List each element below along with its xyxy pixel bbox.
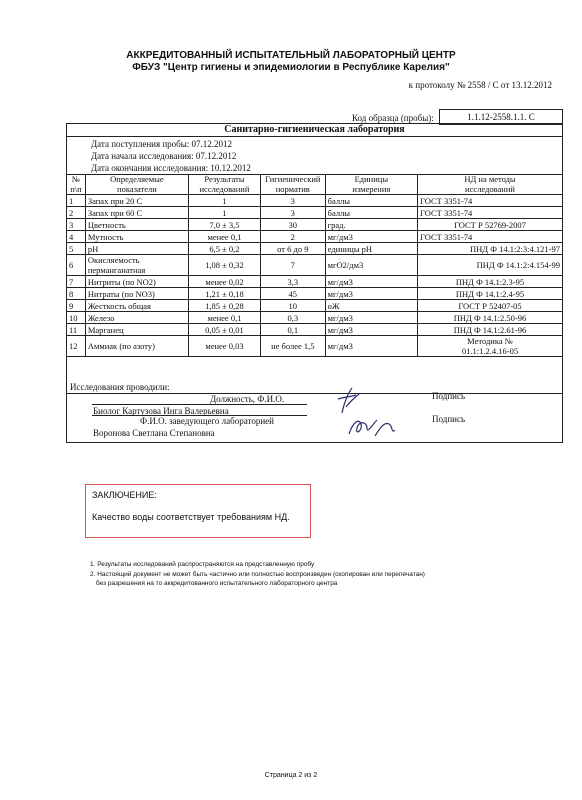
row-num: 3 xyxy=(67,219,86,231)
row-param: pH xyxy=(85,243,188,255)
row-num: 1 xyxy=(67,195,86,207)
head-signature-label: Подпись xyxy=(432,414,466,424)
row-result: менее 0,03 xyxy=(188,336,260,357)
row-method: ГОСТ 3351-74 xyxy=(418,195,563,207)
header-norm: Гигиенический норматив xyxy=(260,175,325,195)
row-method: ПНД Ф 14.1:2.50-96 xyxy=(418,312,563,324)
lab-title: Санитарно-гигиеническая лаборатория xyxy=(66,123,563,137)
row-result: менее 0,1 xyxy=(188,231,260,243)
date-received: Дата поступления пробы: 07.12.2012 xyxy=(91,139,233,149)
header-num: № п\п xyxy=(67,175,86,195)
row-norm: 3,3 xyxy=(260,276,325,288)
row-norm: 0,3 xyxy=(260,312,325,324)
table-header-row xyxy=(67,175,563,195)
position-label: Должность, Ф.И.О. xyxy=(210,394,285,404)
header-unit: Единицы измерения xyxy=(325,175,417,195)
note-1: 1. Результаты исследований распространяются на представленную пробу xyxy=(90,561,315,568)
signature-label: Подпись xyxy=(432,391,466,401)
center-title: АККРЕДИТОВАННЫЙ ИСПЫТАТЕЛЬНЫЙ ЛАБОРАТОРНЫЙ ЦЕНТР xyxy=(126,50,456,61)
note-3: без разрешения на то аккредитованного испытательного лабораторного центра xyxy=(96,580,338,587)
row-method: ПНД Ф 14.1:2.4-95 xyxy=(418,288,563,300)
row-norm: 10 xyxy=(260,300,325,312)
row-result: менее 0,02 xyxy=(188,276,260,288)
sample-code-value: 1.1.12-2558.1.1. С xyxy=(439,109,563,125)
row-method: ГОСТ 3351-74 xyxy=(418,231,563,243)
row-result: 1 xyxy=(188,207,260,219)
table-row xyxy=(67,288,563,300)
row-norm: 0,1 xyxy=(260,324,325,336)
row-num: 4 xyxy=(67,231,86,243)
row-method: ГОСТ Р 52407-05 xyxy=(418,300,563,312)
row-unit: оЖ xyxy=(325,300,417,312)
row-unit: мг/дм3 xyxy=(325,276,417,288)
row-norm: 45 xyxy=(260,288,325,300)
row-num: 6 xyxy=(67,255,86,276)
row-param: Окисляемость перманганатная xyxy=(85,255,188,276)
row-param: Нитраты (по NO3) xyxy=(85,288,188,300)
table-row xyxy=(67,336,563,357)
row-param: Железо xyxy=(85,312,188,324)
table-row xyxy=(67,243,563,255)
row-norm: 30 xyxy=(260,219,325,231)
row-method: ПНД Ф 14.1:2.3-95 xyxy=(418,276,563,288)
table-row xyxy=(67,312,563,324)
row-method: ПНД Ф 14.1:2:4.154-99 xyxy=(418,255,563,276)
row-norm: 3 xyxy=(260,195,325,207)
date-end: Дата окончания исследования: 10.12.2012 xyxy=(91,163,251,173)
row-norm: от 6 до 9 xyxy=(260,243,325,255)
table-row xyxy=(67,207,563,219)
row-norm: 7 xyxy=(260,255,325,276)
row-unit: град. xyxy=(325,219,417,231)
header-method: НД на методы исследований xyxy=(418,175,563,195)
header-param: Определяемые показатели xyxy=(85,175,188,195)
row-norm: 3 xyxy=(260,207,325,219)
row-unit: мг/дм3 xyxy=(325,288,417,300)
row-unit: баллы xyxy=(325,207,417,219)
protocol-reference: к протоколу № 2558 / С от 13.12.2012 xyxy=(408,80,552,90)
row-unit: мг/дм3 xyxy=(325,324,417,336)
row-num: 2 xyxy=(67,207,86,219)
row-result: менее 0,1 xyxy=(188,312,260,324)
person-2: Воронова Светлана Степановна xyxy=(93,428,215,438)
row-unit: баллы xyxy=(325,195,417,207)
sample-code-label: Код образца (пробы): xyxy=(352,113,434,123)
table-row xyxy=(67,195,563,207)
person-1: Биолог Картузова Инга Валерьевна xyxy=(93,406,229,416)
table-row xyxy=(67,276,563,288)
row-method: ПНД Ф 14.1:2:3:4.121-97 xyxy=(418,243,563,255)
table-row xyxy=(67,219,563,231)
center-subtitle: ФБУЗ "Центр гигиены и эпидемиологии в Республике Карелия" xyxy=(132,62,450,73)
divider xyxy=(92,404,307,405)
row-num: 12 xyxy=(67,336,86,357)
row-num: 5 xyxy=(67,243,86,255)
row-num: 9 xyxy=(67,300,86,312)
table-row xyxy=(67,231,563,243)
row-unit: мг/дм3 xyxy=(325,312,417,324)
table-row xyxy=(67,255,563,276)
row-result: 1,85 ± 0,28 xyxy=(188,300,260,312)
note-2: 2. Настоящий документ не может быть частично или полностью воспроизведен (скопирован или перепечатан) xyxy=(90,571,425,578)
page-number: Страница 2 из 2 xyxy=(264,772,318,779)
row-method: ПНД Ф 14.1:2.61-96 xyxy=(418,324,563,336)
row-param: Жесткость общая xyxy=(85,300,188,312)
row-result: 6,5 ± 0,2 xyxy=(188,243,260,255)
head-label: Ф.И.О. заведующего лабораторией xyxy=(140,416,274,426)
results-table xyxy=(66,174,563,357)
conclusion-title: ЗАКЛЮЧЕНИЕ: xyxy=(92,490,157,500)
row-param: Мутность xyxy=(85,231,188,243)
conclusion-text: Качество воды соответствует требованиям НД. xyxy=(92,512,290,522)
row-unit: мгО2/дм3 xyxy=(325,255,417,276)
row-unit: единицы pH xyxy=(325,243,417,255)
table-row xyxy=(67,300,563,312)
row-norm: 2 xyxy=(260,231,325,243)
row-num: 7 xyxy=(67,276,86,288)
row-unit: мг/дм3 xyxy=(325,336,417,357)
row-result: 0,05 ± 0,01 xyxy=(188,324,260,336)
table-row xyxy=(67,324,563,336)
row-param: Нитриты (по NO2) xyxy=(85,276,188,288)
row-num: 8 xyxy=(67,288,86,300)
row-num: 10 xyxy=(67,312,86,324)
date-start: Дата начала исследования: 07.12.2012 xyxy=(91,151,237,161)
row-param: Цветность xyxy=(85,219,188,231)
row-param: Запах при 60 С xyxy=(85,207,188,219)
row-param: Аммиак (по азоту) xyxy=(85,336,188,357)
row-method: ГОСТ 3351-74 xyxy=(418,207,563,219)
row-method: ГОСТ Р 52769-2007 xyxy=(418,219,563,231)
row-result: 1 xyxy=(188,195,260,207)
row-method: Методика № 01.1:1.2.4.16-05 xyxy=(418,336,563,357)
row-result: 1,21 ± 0,18 xyxy=(188,288,260,300)
divider xyxy=(66,393,563,394)
row-result: 7,0 ± 3,5 xyxy=(188,219,260,231)
conclusion-box xyxy=(85,484,311,538)
row-num: 11 xyxy=(67,324,86,336)
row-norm: не более 1,5 xyxy=(260,336,325,357)
row-param: Запах при 20 С xyxy=(85,195,188,207)
row-unit: мг/дм3 xyxy=(325,231,417,243)
signature-2-icon xyxy=(345,412,405,442)
row-param: Марганец xyxy=(85,324,188,336)
row-result: 1,08 ± 0,32 xyxy=(188,255,260,276)
header-result: Результаты исследований xyxy=(188,175,260,195)
conducted-by-label: Исследования проводили: xyxy=(70,382,170,392)
